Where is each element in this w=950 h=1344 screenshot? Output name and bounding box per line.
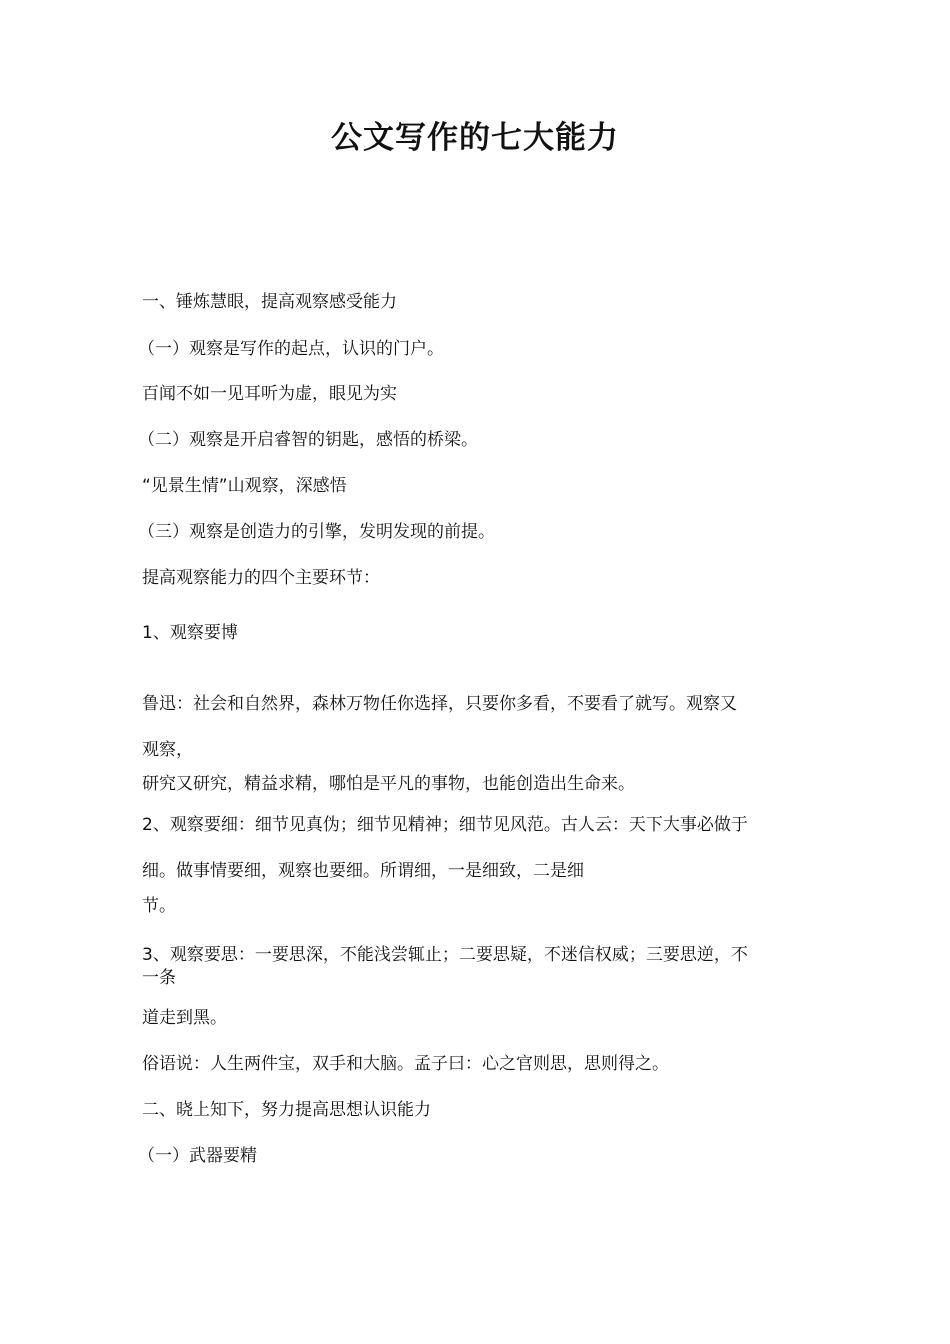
- paragraph-continuation: 道走到黑。: [142, 1008, 227, 1028]
- list-item-heading: 1、观察要博: [142, 623, 238, 643]
- subsection-heading: （一）武器要精: [138, 1146, 257, 1166]
- subsection-heading: （三）观察是创造力的引擎，发明发现的前提。: [138, 522, 495, 542]
- document-title: 公文写作的七大能力: [331, 120, 619, 156]
- paragraph: 俗语说：人生两件宝，双手和大脑。孟子曰：心之官则思，思则得之。: [142, 1054, 669, 1074]
- paragraph-continuation: 一条: [142, 968, 176, 988]
- paragraph: “见景生情”山观察，深感悟: [142, 476, 347, 496]
- paragraph-continuation: 节。: [142, 896, 176, 916]
- section-heading: 二、晓上知下，努力提高思想认识能力: [142, 1100, 431, 1120]
- subsection-heading: （二）观察是开启睿智的钥匙，感悟的桥梁。: [138, 430, 478, 450]
- paragraph-continuation: 研究又研究，精益求精，哪怕是平凡的事物，也能创造出生命来。: [142, 774, 635, 794]
- paragraph-continuation: 细。做事情要细，观察也要细。所谓细，一是细致，二是细: [142, 861, 584, 881]
- paragraph: 提高观察能力的四个主要环节：: [142, 568, 380, 588]
- list-item: 3、观察要思：一要思深，不能浅尝辄止；二要思疑，不迷信权威；三要思逆，不: [142, 945, 748, 965]
- subsection-heading: （一）观察是写作的起点，认识的门户。: [138, 339, 444, 359]
- paragraph: 鲁迅：社会和自然界，森林万物任你选择，只要你多看，不要看了就写。观察又: [142, 694, 737, 714]
- section-heading: 一、锤炼慧眼，提高观察感受能力: [142, 292, 397, 312]
- list-item: 2、观察要细：细节见真伪；细节见精神；细节见风范。古人云：天下大事必做于: [142, 815, 748, 835]
- paragraph-continuation: 观察，: [142, 740, 193, 760]
- paragraph: 百闻不如一见耳听为虚，眼见为实: [142, 384, 397, 404]
